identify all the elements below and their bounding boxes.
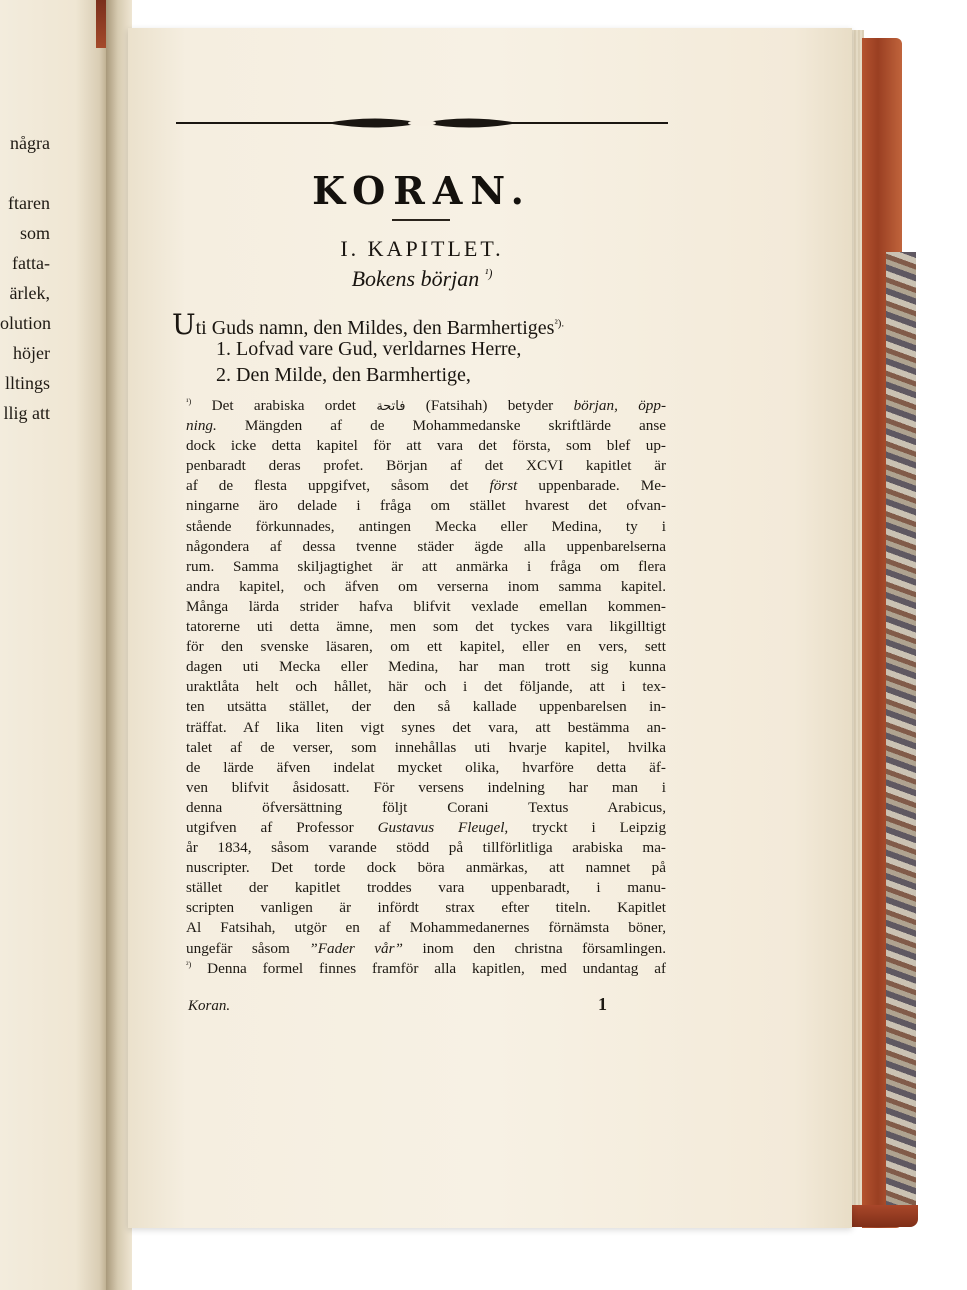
footnote-line (186, 396, 666, 416)
fn-italic: Gustavus Fleugel, (377, 818, 509, 836)
fn-text: (Fatsihah) betyder (425, 397, 554, 414)
fn-italic: början, öpp- (573, 397, 666, 414)
left-word: höjer (13, 343, 50, 363)
footnote-line: för den svenske läsaren, om ett kapitel, eller en vers, sett (186, 638, 666, 656)
fn-text: uppenbarade. Me- (538, 477, 666, 495)
footnote-line: ten utsätta stället, der den så kallade uppenbarelsen in- (186, 698, 666, 716)
left-facing-page (0, 0, 108, 1290)
chapter-heading: I. KAPITLET. (340, 236, 504, 261)
left-word: som (19, 223, 50, 243)
subtitle-note: ¹) (484, 266, 493, 281)
fn-italic: först (489, 477, 518, 495)
footnote-line: ningarne äro delade i fråga om stället hvarest det ofvan- (186, 497, 666, 515)
left-word: olution (0, 313, 52, 333)
title-rule (392, 219, 450, 221)
left-word: några (10, 133, 50, 153)
chapter-subtitle (176, 266, 668, 292)
footnote-line (186, 818, 666, 838)
left-word: llig att (3, 403, 50, 423)
left-page-text (0, 128, 50, 428)
signature-mark: Koran. (188, 998, 231, 1014)
verse-2: 2. Den Milde, den Barmhertige, (216, 364, 471, 386)
fn-text: Det arabiska ordet (211, 397, 356, 414)
ornament-rule (176, 114, 668, 132)
fn-text: inom den christna församlingen. (422, 939, 666, 957)
show-through-text (160, 70, 630, 89)
footnote-line (186, 416, 666, 436)
footnote-line: scripten vanligen är infördt strax efter titeln. Kapitlet (186, 899, 666, 917)
footnote-line: nuscripter. Det torde dock böra anmärkas, att namnet på (186, 859, 666, 877)
intro-verse (172, 308, 672, 341)
footnote-marker: ²) (186, 959, 192, 969)
fn-text: Denna formel finnes framför alla kapitlen, med undantag af (207, 959, 666, 977)
footnote-marker: ¹) (186, 396, 192, 406)
page-title: KORAN. (312, 168, 532, 213)
fn-text: af de flesta uppgifvet, såsom det (186, 477, 469, 495)
footnote-line: uraktlåta helt och hållet, här och i det följande, att i tex- (186, 678, 666, 696)
intro-note: ²). (554, 317, 565, 330)
footnote-line: dagen uti Mecka eller Medina, har man trott sig kunna (186, 658, 666, 676)
footnote-line: denna öfversättning följt Corani Textus Arabicus, (186, 798, 666, 816)
footnote-2 (186, 959, 666, 979)
fn-text: ungefär såsom (186, 939, 290, 957)
footnote-line: ven blifvit åsidosatt. För versens indelning har man i (186, 778, 666, 796)
intro-text: ti Guds namn, den Mildes, den Barmhertiges (195, 317, 555, 339)
fn-text: Mängden af de Mohammedanske skriftlärde anse (244, 417, 666, 435)
footnote-line: penbaradt deras profet. Början af det XCVI kapitlet är (186, 457, 666, 475)
left-word: ärlek, (9, 283, 50, 303)
footnote-line (186, 476, 666, 496)
fn-text: utgifven af Professor (186, 818, 354, 836)
footnote-line: rum. Samma skiljagtighet är att anmärka i fråga om flera (186, 557, 666, 575)
footnote-line: Många lärda strider hafva blifvit vexlade emellan kommen- (186, 597, 666, 615)
drop-capital: U (172, 308, 196, 341)
footnote-line (186, 939, 666, 959)
verse-1: 1. Lofvad vare Gud, verldarnes Herre, (216, 338, 522, 360)
footnote-line: stående förkunnades, antingen Mecka eller Medina, ty i (186, 517, 666, 535)
arabic-word: فاتحة (376, 399, 406, 414)
left-word: fatta- (12, 253, 50, 273)
footnote-line: år 1834, såsom varande stödd på tillförlitliga arabiska ma- (186, 839, 666, 857)
fn-text: tryckt i Leipzig (532, 818, 666, 836)
footnote-line: träffat. Af lika liten vigt synes det vara, att bestämma an- (186, 718, 666, 736)
left-word (0, 158, 50, 188)
footnote-line: någondera af dessa tvenne städer ägde alla uppenbarelserna (186, 537, 666, 555)
footnote-line: dock icke detta kapitel för att vara det första, som blef up- (186, 437, 666, 455)
footnote-line: andra kapitel, och äfven om verserna inom samma kapitel. (186, 577, 666, 595)
page-number: 1 (598, 994, 607, 1014)
footnote-line: Al Fatsihah, utgör en af Mohammedanernes förnämsta böner, (186, 919, 666, 937)
binding-corner (848, 1205, 918, 1227)
fn-italic: ning. (186, 417, 217, 435)
fn-italic: ”Fader vår” (309, 939, 403, 957)
subtitle-text: Bokens början (351, 266, 480, 291)
footnotes (186, 396, 666, 979)
footnote-line: tatorerne uti detta ämne, men som det tyckes vara likgilltigt (186, 618, 666, 636)
left-word: ftaren (8, 193, 50, 213)
footnote-line: de lärde äfven indelat mycket olika, hvarföre detta äf- (186, 758, 666, 776)
marbled-endpaper (886, 252, 916, 1207)
footnote-line: talet af de verser, som innehållas uti hvarje kapitel, hvilka (186, 738, 666, 756)
footnote-line: stället der kapitlet troddes vara uppenbaradt, i manu- (186, 879, 666, 897)
left-word: lltings (4, 373, 50, 393)
